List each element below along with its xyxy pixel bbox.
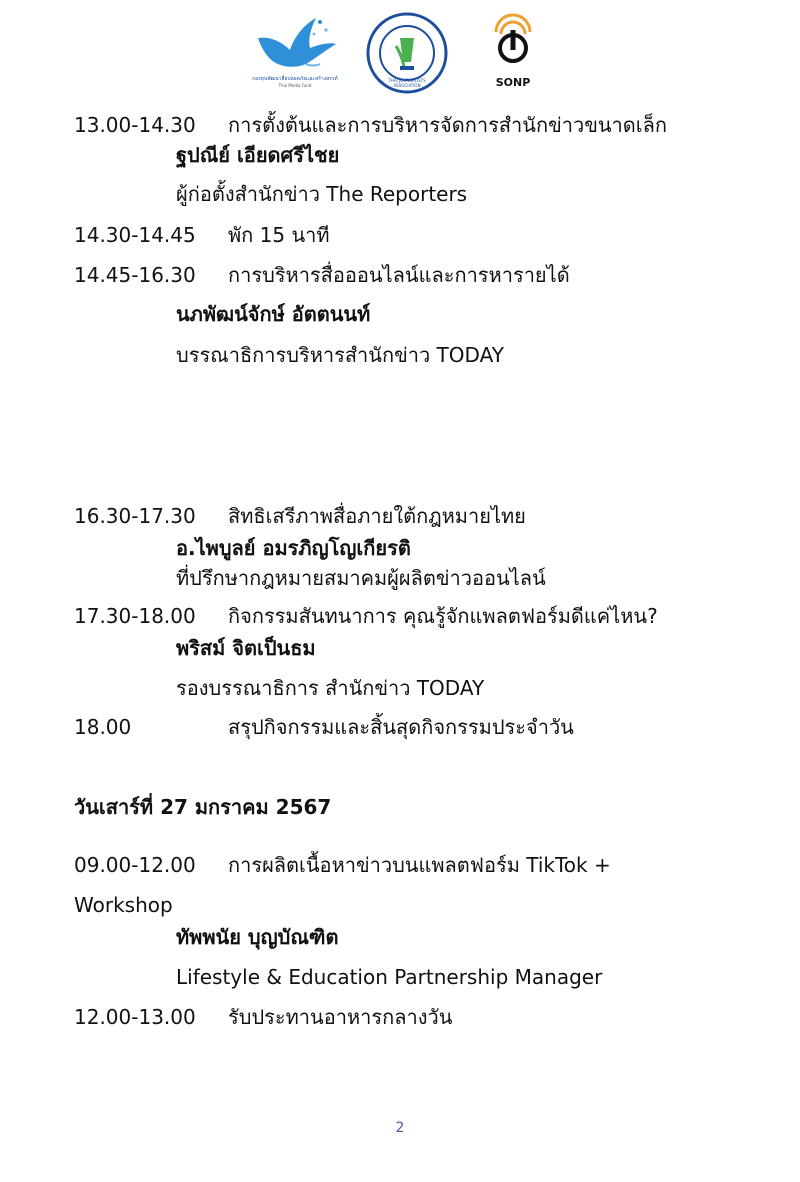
session-title: รับประทานอาหารกลางวัน [228,1005,453,1029]
speaker-role: บรรณาธิการบริหารสำนักข่าว TODAY [176,343,504,367]
day-heading: วันเสาร์ที่ 27 มกราคม 2567 [74,795,332,819]
speaker-name: พริสม์ จิตเป็นธม [176,636,316,660]
media-fund-logo [250,8,340,96]
time-slot: 18.00 [74,715,132,739]
time-slot: 17.30-18.00 [74,604,196,628]
session-title: พัก 15 นาที [228,223,330,247]
speaker-name: นภพัฒน์จักษ์ อัตตนนท์ [176,302,371,326]
sonp-logo [490,10,536,94]
sonp-label: SONP [495,76,531,89]
media-fund-subtext: Thai Media Fund [278,83,312,88]
session-title-continued: Workshop [74,893,173,917]
session-title: สรุปกิจกรรมและสิ้นสุดกิจกรรมประจำวัน [228,715,574,739]
session-title: การผลิตเนื้อหาข่าวบนแพลตฟอร์ม TikTok + [228,853,611,877]
time-slot: 14.30-14.45 [74,223,196,247]
session-title: การตั้งต้นและการบริหารจัดการสำนักข่าวขนาดเล็ก [228,113,667,137]
session-title: กิจกรรมสันทนาการ คุณรู้จักแพลตฟอร์มดีแค่ไหน? [228,604,658,628]
speaker-name: ฐปณีย์ เอียดศรีไชย [176,143,340,167]
journalists-association-logo [366,12,448,94]
speaker-role: ที่ปรึกษากฎหมายสมาคมผู้ผลิตข่าวออนไลน์ [176,566,546,590]
speaker-role: ผู้ก่อตั้งสำนักข่าว The Reporters [176,182,468,206]
media-fund-text: กองทุนพัฒนาสื่อปลอดภัยและสร้างสรรค์ [252,76,338,82]
time-slot: 09.00-12.00 [74,853,196,877]
time-slot: 12.00-13.00 [74,1005,196,1029]
time-slot: 13.00-14.30 [74,113,196,137]
time-slot: 14.45-16.30 [74,263,196,287]
association-text: THAI JOURNALISTS ASSOCIATION [388,78,426,88]
session-title: การบริหารสื่อออนไลน์และการหารายได้ [228,263,570,287]
speaker-name: อ.ไพบูลย์ อมรภิญโญเกียรติ [176,536,411,560]
speaker-name: ทัพพนัย บุญบัณฑิต [176,925,339,949]
time-slot: 16.30-17.30 [74,504,196,528]
power-broadcast-icon [490,10,536,70]
speaker-role: รองบรรณาธิการ สำนักข่าว TODAY [176,676,485,700]
page-number: 2 [395,1120,405,1136]
header-logos [0,8,800,98]
speaker-role: Lifestyle & Education Partnership Manager [176,965,603,989]
session-title: สิทธิเสรีภาพสื่อภายใต้กฎหมายไทย [228,504,526,528]
